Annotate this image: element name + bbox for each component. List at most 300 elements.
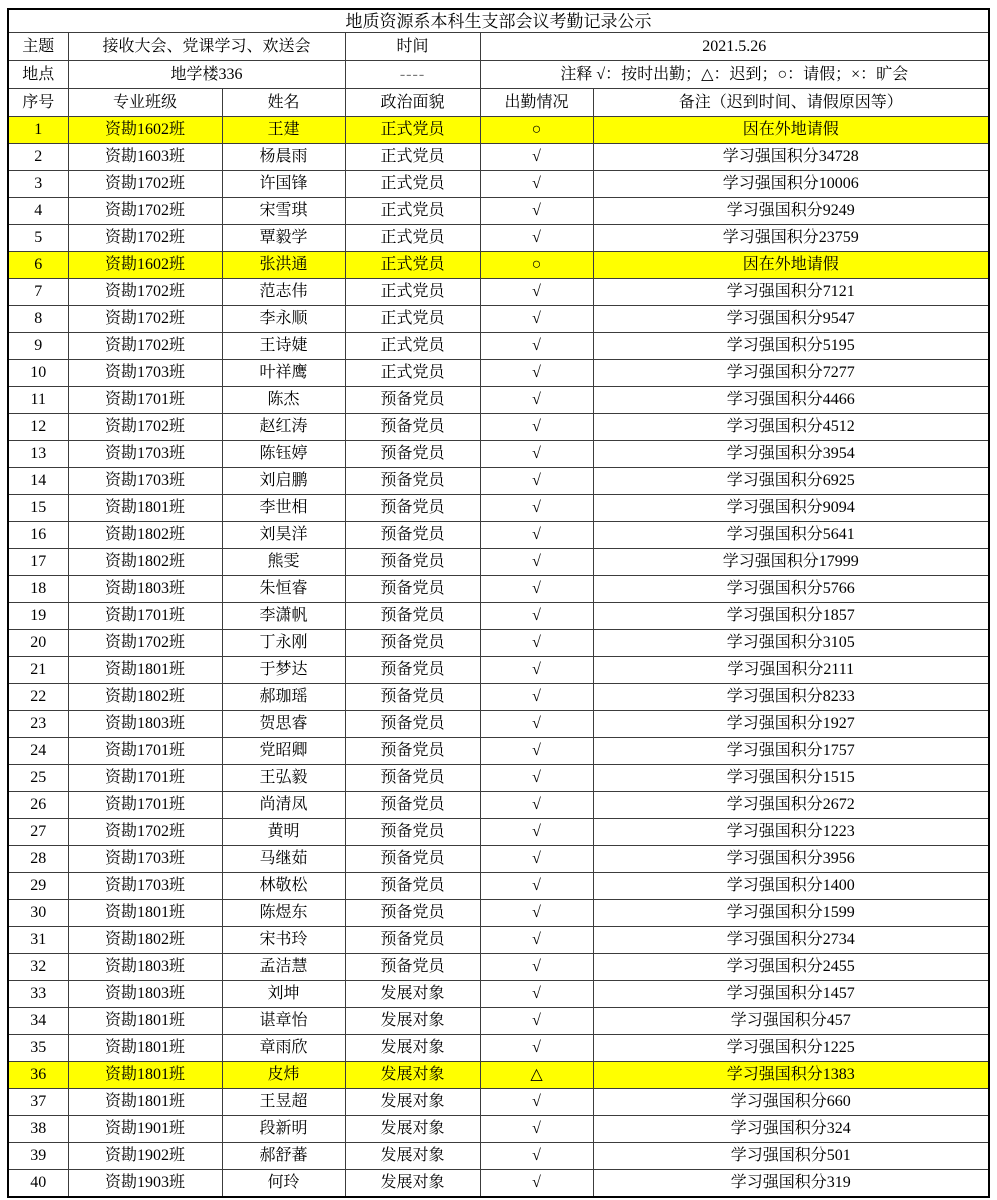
- remark-cell: 学习强国积分1457: [593, 981, 989, 1008]
- table-row: [8, 738, 989, 765]
- attendance-cell: √: [480, 684, 593, 711]
- political-status-cell: 预备党员: [345, 927, 480, 954]
- index-cell: 21: [8, 657, 68, 684]
- attendance-cell: √: [480, 873, 593, 900]
- remark-cell: 学习强国积分1223: [593, 819, 989, 846]
- attendance-table-body: [8, 117, 989, 1198]
- class-cell: 资勘1701班: [68, 738, 222, 765]
- index-cell: 4: [8, 198, 68, 225]
- name-cell: 贺思睿: [222, 711, 345, 738]
- class-cell: 资勘1802班: [68, 684, 222, 711]
- table-row: [8, 333, 989, 360]
- column-header-political-status: 政治面貌: [345, 89, 480, 117]
- remark-cell: 学习强国积分4512: [593, 414, 989, 441]
- index-cell: 24: [8, 738, 68, 765]
- column-header-row: [8, 89, 989, 117]
- remark-cell: 学习强国积分660: [593, 1089, 989, 1116]
- table-row: [8, 900, 989, 927]
- attendance-cell: √: [480, 927, 593, 954]
- name-cell: 许国锋: [222, 171, 345, 198]
- index-cell: 6: [8, 252, 68, 279]
- name-cell: 覃毅学: [222, 225, 345, 252]
- name-cell: 刘启鹏: [222, 468, 345, 495]
- index-cell: 19: [8, 603, 68, 630]
- political-status-cell: 预备党员: [345, 792, 480, 819]
- index-cell: 34: [8, 1008, 68, 1035]
- name-cell: 陈煜东: [222, 900, 345, 927]
- column-header-remark: 备注（迟到时间、请假原因等）: [593, 89, 989, 117]
- index-cell: 39: [8, 1143, 68, 1170]
- political-status-cell: 正式党员: [345, 144, 480, 171]
- class-cell: 资勘1803班: [68, 576, 222, 603]
- class-cell: 资勘1902班: [68, 1143, 222, 1170]
- attendance-cell: √: [480, 630, 593, 657]
- remark-cell: 学习强国积分457: [593, 1008, 989, 1035]
- remark-cell: 学习强国积分5641: [593, 522, 989, 549]
- index-cell: 32: [8, 954, 68, 981]
- index-cell: 33: [8, 981, 68, 1008]
- political-status-cell: 发展对象: [345, 1116, 480, 1143]
- attendance-cell: √: [480, 1035, 593, 1062]
- table-row: [8, 576, 989, 603]
- political-status-cell: 正式党员: [345, 333, 480, 360]
- attendance-cell: √: [480, 765, 593, 792]
- class-cell: 资勘1802班: [68, 927, 222, 954]
- index-cell: 12: [8, 414, 68, 441]
- political-status-cell: 正式党员: [345, 198, 480, 225]
- table-row: [8, 819, 989, 846]
- remark-cell: 学习强国积分5766: [593, 576, 989, 603]
- remark-cell: 学习强国积分1757: [593, 738, 989, 765]
- index-cell: 16: [8, 522, 68, 549]
- index-cell: 18: [8, 576, 68, 603]
- name-cell: 丁永刚: [222, 630, 345, 657]
- political-status-cell: 预备党员: [345, 738, 480, 765]
- name-cell: 陈钰婷: [222, 441, 345, 468]
- topic-row: [8, 33, 989, 61]
- table-row: [8, 792, 989, 819]
- political-status-cell: 预备党员: [345, 765, 480, 792]
- name-cell: 党昭卿: [222, 738, 345, 765]
- name-cell: 李永顺: [222, 306, 345, 333]
- name-cell: 杨晨雨: [222, 144, 345, 171]
- attendance-cell: √: [480, 549, 593, 576]
- table-row: [8, 873, 989, 900]
- name-cell: 张洪通: [222, 252, 345, 279]
- topic-value: 接收大会、党课学习、欢送会: [68, 33, 345, 61]
- attendance-cell: √: [480, 1089, 593, 1116]
- class-cell: 资勘1703班: [68, 360, 222, 387]
- political-status-cell: 正式党员: [345, 171, 480, 198]
- attendance-cell: √: [480, 792, 593, 819]
- name-cell: 林敬松: [222, 873, 345, 900]
- political-status-cell: 预备党员: [345, 630, 480, 657]
- index-cell: 31: [8, 927, 68, 954]
- name-cell: 刘昊洋: [222, 522, 345, 549]
- class-cell: 资勘1703班: [68, 846, 222, 873]
- name-cell: 王昱超: [222, 1089, 345, 1116]
- class-cell: 资勘1702班: [68, 333, 222, 360]
- attendance-cell: √: [480, 1143, 593, 1170]
- remark-cell: 学习强国积分1857: [593, 603, 989, 630]
- remark-cell: 学习强国积分1383: [593, 1062, 989, 1089]
- table-row: [8, 765, 989, 792]
- table-row: [8, 630, 989, 657]
- table-row: [8, 522, 989, 549]
- class-cell: 资勘1802班: [68, 549, 222, 576]
- index-cell: 22: [8, 684, 68, 711]
- name-cell: 宋雪琪: [222, 198, 345, 225]
- political-status-cell: 预备党员: [345, 603, 480, 630]
- location-value: 地学楼336: [68, 61, 345, 89]
- remark-cell: 学习强国积分7121: [593, 279, 989, 306]
- attendance-cell: √: [480, 1116, 593, 1143]
- name-cell: 郝舒蕃: [222, 1143, 345, 1170]
- location-row: [8, 61, 989, 89]
- index-cell: 35: [8, 1035, 68, 1062]
- political-status-cell: 正式党员: [345, 252, 480, 279]
- remark-cell: 学习强国积分4466: [593, 387, 989, 414]
- class-cell: 资勘1702班: [68, 225, 222, 252]
- table-row: [8, 684, 989, 711]
- class-cell: 资勘1702班: [68, 819, 222, 846]
- class-cell: 资勘1702班: [68, 279, 222, 306]
- name-cell: 刘坤: [222, 981, 345, 1008]
- political-status-cell: 预备党员: [345, 387, 480, 414]
- column-header-index: 序号: [8, 89, 68, 117]
- table-row: [8, 468, 989, 495]
- index-cell: 11: [8, 387, 68, 414]
- table-row: [8, 279, 989, 306]
- political-status-cell: 发展对象: [345, 1089, 480, 1116]
- remark-cell: 学习强国积分7277: [593, 360, 989, 387]
- class-cell: 资勘1803班: [68, 954, 222, 981]
- attendance-cell: √: [480, 144, 593, 171]
- time-placeholder: ----: [345, 61, 480, 89]
- remark-cell: 学习强国积分1599: [593, 900, 989, 927]
- political-status-cell: 正式党员: [345, 306, 480, 333]
- table-row: [8, 954, 989, 981]
- table-row: [8, 1143, 989, 1170]
- index-cell: 23: [8, 711, 68, 738]
- table-row: [8, 171, 989, 198]
- attendance-cell: √: [480, 738, 593, 765]
- legend-text: 注释 √：按时出勤；△：迟到；○：请假；×：旷会: [480, 61, 989, 89]
- political-status-cell: 发展对象: [345, 1035, 480, 1062]
- attendance-cell: √: [480, 846, 593, 873]
- name-cell: 叶祥鹰: [222, 360, 345, 387]
- table-row: [8, 1116, 989, 1143]
- table-row: [8, 117, 989, 144]
- table-row: [8, 603, 989, 630]
- attendance-cell: √: [480, 900, 593, 927]
- table-row: [8, 846, 989, 873]
- title-row: [8, 9, 989, 33]
- index-cell: 37: [8, 1089, 68, 1116]
- political-status-cell: 预备党员: [345, 441, 480, 468]
- index-cell: 36: [8, 1062, 68, 1089]
- political-status-cell: 预备党员: [345, 900, 480, 927]
- political-status-cell: 正式党员: [345, 360, 480, 387]
- attendance-table: [7, 8, 990, 1198]
- name-cell: 范志伟: [222, 279, 345, 306]
- name-cell: 马继茹: [222, 846, 345, 873]
- name-cell: 陈杰: [222, 387, 345, 414]
- index-cell: 13: [8, 441, 68, 468]
- index-cell: 7: [8, 279, 68, 306]
- attendance-cell: √: [480, 441, 593, 468]
- remark-cell: 学习强国积分319: [593, 1170, 989, 1198]
- name-cell: 赵红涛: [222, 414, 345, 441]
- table-row: [8, 1035, 989, 1062]
- attendance-cell: √: [480, 414, 593, 441]
- attendance-cell: √: [480, 198, 593, 225]
- remark-cell: 学习强国积分2455: [593, 954, 989, 981]
- class-cell: 资勘1801班: [68, 495, 222, 522]
- class-cell: 资勘1602班: [68, 252, 222, 279]
- attendance-cell: √: [480, 495, 593, 522]
- class-cell: 资勘1802班: [68, 522, 222, 549]
- remark-cell: 学习强国积分5195: [593, 333, 989, 360]
- class-cell: 资勘1701班: [68, 765, 222, 792]
- class-cell: 资勘1702班: [68, 171, 222, 198]
- table-row: [8, 198, 989, 225]
- index-cell: 40: [8, 1170, 68, 1198]
- remark-cell: 学习强国积分1225: [593, 1035, 989, 1062]
- table-row: [8, 495, 989, 522]
- remark-cell: 学习强国积分2734: [593, 927, 989, 954]
- political-status-cell: 发展对象: [345, 981, 480, 1008]
- political-status-cell: 预备党员: [345, 495, 480, 522]
- attendance-cell: √: [480, 279, 593, 306]
- name-cell: 于梦达: [222, 657, 345, 684]
- class-cell: 资勘1801班: [68, 1089, 222, 1116]
- remark-cell: 学习强国积分324: [593, 1116, 989, 1143]
- attendance-cell: √: [480, 603, 593, 630]
- time-label: 时间: [345, 33, 480, 61]
- column-header-class: 专业班级: [68, 89, 222, 117]
- table-row: [8, 144, 989, 171]
- attendance-cell: √: [480, 387, 593, 414]
- attendance-cell: ○: [480, 117, 593, 144]
- attendance-cell: √: [480, 468, 593, 495]
- name-cell: 章雨欣: [222, 1035, 345, 1062]
- name-cell: 王诗婕: [222, 333, 345, 360]
- class-cell: 资勘1603班: [68, 144, 222, 171]
- index-cell: 17: [8, 549, 68, 576]
- name-cell: 谌章怡: [222, 1008, 345, 1035]
- political-status-cell: 预备党员: [345, 873, 480, 900]
- index-cell: 1: [8, 117, 68, 144]
- name-cell: 何玲: [222, 1170, 345, 1198]
- table-row: [8, 441, 989, 468]
- attendance-cell: √: [480, 657, 593, 684]
- class-cell: 资勘1702班: [68, 630, 222, 657]
- political-status-cell: 预备党员: [345, 711, 480, 738]
- name-cell: 皮炜: [222, 1062, 345, 1089]
- index-cell: 2: [8, 144, 68, 171]
- attendance-cell: △: [480, 1062, 593, 1089]
- table-row: [8, 360, 989, 387]
- attendance-cell: √: [480, 981, 593, 1008]
- attendance-cell: √: [480, 333, 593, 360]
- attendance-cell: √: [480, 306, 593, 333]
- table-row: [8, 981, 989, 1008]
- class-cell: 资勘1702班: [68, 198, 222, 225]
- table-row: [8, 549, 989, 576]
- political-status-cell: 预备党员: [345, 954, 480, 981]
- table-row: [8, 1008, 989, 1035]
- class-cell: 资勘1703班: [68, 873, 222, 900]
- political-status-cell: 预备党员: [345, 576, 480, 603]
- column-header-attendance: 出勤情况: [480, 89, 593, 117]
- class-cell: 资勘1803班: [68, 981, 222, 1008]
- column-header-name: 姓名: [222, 89, 345, 117]
- page-title: 地质资源系本科生支部会议考勤记录公示: [8, 9, 989, 33]
- remark-cell: 学习强国积分9094: [593, 495, 989, 522]
- class-cell: 资勘1801班: [68, 900, 222, 927]
- political-status-cell: 预备党员: [345, 522, 480, 549]
- index-cell: 10: [8, 360, 68, 387]
- remark-cell: 学习强国积分8233: [593, 684, 989, 711]
- political-status-cell: 发展对象: [345, 1062, 480, 1089]
- remark-cell: 学习强国积分3105: [593, 630, 989, 657]
- table-row: [8, 1062, 989, 1089]
- political-status-cell: 预备党员: [345, 414, 480, 441]
- table-row: [8, 711, 989, 738]
- attendance-cell: √: [480, 576, 593, 603]
- index-cell: 29: [8, 873, 68, 900]
- remark-cell: 因在外地请假: [593, 117, 989, 144]
- index-cell: 3: [8, 171, 68, 198]
- remark-cell: 学习强国积分23759: [593, 225, 989, 252]
- class-cell: 资勘1703班: [68, 468, 222, 495]
- class-cell: 资勘1602班: [68, 117, 222, 144]
- class-cell: 资勘1801班: [68, 1062, 222, 1089]
- attendance-cell: √: [480, 1170, 593, 1198]
- remark-cell: 学习强国积分6925: [593, 468, 989, 495]
- class-cell: 资勘1801班: [68, 1008, 222, 1035]
- time-value: 2021.5.26: [480, 33, 989, 61]
- name-cell: 王弘毅: [222, 765, 345, 792]
- index-cell: 15: [8, 495, 68, 522]
- remark-cell: 学习强国积分3954: [593, 441, 989, 468]
- political-status-cell: 正式党员: [345, 279, 480, 306]
- index-cell: 14: [8, 468, 68, 495]
- name-cell: 宋书玲: [222, 927, 345, 954]
- table-row: [8, 252, 989, 279]
- class-cell: 资勘1701班: [68, 603, 222, 630]
- remark-cell: 因在外地请假: [593, 252, 989, 279]
- name-cell: 李世相: [222, 495, 345, 522]
- attendance-cell: √: [480, 522, 593, 549]
- political-status-cell: 预备党员: [345, 549, 480, 576]
- political-status-cell: 正式党员: [345, 225, 480, 252]
- remark-cell: 学习强国积分1927: [593, 711, 989, 738]
- name-cell: 段新明: [222, 1116, 345, 1143]
- remark-cell: 学习强国积分2111: [593, 657, 989, 684]
- name-cell: 黄明: [222, 819, 345, 846]
- name-cell: 李潇帆: [222, 603, 345, 630]
- class-cell: 资勘1801班: [68, 657, 222, 684]
- index-cell: 30: [8, 900, 68, 927]
- political-status-cell: 预备党员: [345, 657, 480, 684]
- class-cell: 资勘1701班: [68, 792, 222, 819]
- class-cell: 资勘1903班: [68, 1170, 222, 1198]
- index-cell: 26: [8, 792, 68, 819]
- remark-cell: 学习强国积分17999: [593, 549, 989, 576]
- attendance-cell: √: [480, 360, 593, 387]
- index-cell: 38: [8, 1116, 68, 1143]
- class-cell: 资勘1702班: [68, 414, 222, 441]
- table-row: [8, 657, 989, 684]
- attendance-sheet: [7, 8, 990, 1198]
- class-cell: 资勘1901班: [68, 1116, 222, 1143]
- attendance-cell: √: [480, 819, 593, 846]
- index-cell: 27: [8, 819, 68, 846]
- attendance-cell: √: [480, 171, 593, 198]
- political-status-cell: 发展对象: [345, 1143, 480, 1170]
- index-cell: 28: [8, 846, 68, 873]
- class-cell: 资勘1702班: [68, 306, 222, 333]
- index-cell: 20: [8, 630, 68, 657]
- table-row: [8, 225, 989, 252]
- index-cell: 25: [8, 765, 68, 792]
- table-row: [8, 414, 989, 441]
- table-row: [8, 927, 989, 954]
- political-status-cell: 预备党员: [345, 684, 480, 711]
- name-cell: 王建: [222, 117, 345, 144]
- name-cell: 尚清凤: [222, 792, 345, 819]
- remark-cell: 学习强国积分1515: [593, 765, 989, 792]
- name-cell: 朱恒睿: [222, 576, 345, 603]
- class-cell: 资勘1803班: [68, 711, 222, 738]
- table-row: [8, 387, 989, 414]
- index-cell: 5: [8, 225, 68, 252]
- attendance-cell: √: [480, 1008, 593, 1035]
- remark-cell: 学习强国积分9547: [593, 306, 989, 333]
- attendance-table-head: [8, 9, 989, 117]
- political-status-cell: 发展对象: [345, 1170, 480, 1198]
- name-cell: 孟洁慧: [222, 954, 345, 981]
- name-cell: 熊雯: [222, 549, 345, 576]
- political-status-cell: 正式党员: [345, 117, 480, 144]
- attendance-cell: √: [480, 711, 593, 738]
- table-row: [8, 306, 989, 333]
- remark-cell: 学习强国积分3956: [593, 846, 989, 873]
- table-row: [8, 1089, 989, 1116]
- political-status-cell: 发展对象: [345, 1008, 480, 1035]
- index-cell: 9: [8, 333, 68, 360]
- attendance-cell: √: [480, 954, 593, 981]
- attendance-cell: ○: [480, 252, 593, 279]
- remark-cell: 学习强国积分34728: [593, 144, 989, 171]
- location-label: 地点: [8, 61, 68, 89]
- remark-cell: 学习强国积分2672: [593, 792, 989, 819]
- topic-label: 主题: [8, 33, 68, 61]
- political-status-cell: 预备党员: [345, 846, 480, 873]
- remark-cell: 学习强国积分501: [593, 1143, 989, 1170]
- remark-cell: 学习强国积分1400: [593, 873, 989, 900]
- remark-cell: 学习强国积分9249: [593, 198, 989, 225]
- attendance-cell: √: [480, 225, 593, 252]
- table-row: [8, 1170, 989, 1198]
- class-cell: 资勘1701班: [68, 387, 222, 414]
- index-cell: 8: [8, 306, 68, 333]
- remark-cell: 学习强国积分10006: [593, 171, 989, 198]
- class-cell: 资勘1801班: [68, 1035, 222, 1062]
- name-cell: 郝珈瑶: [222, 684, 345, 711]
